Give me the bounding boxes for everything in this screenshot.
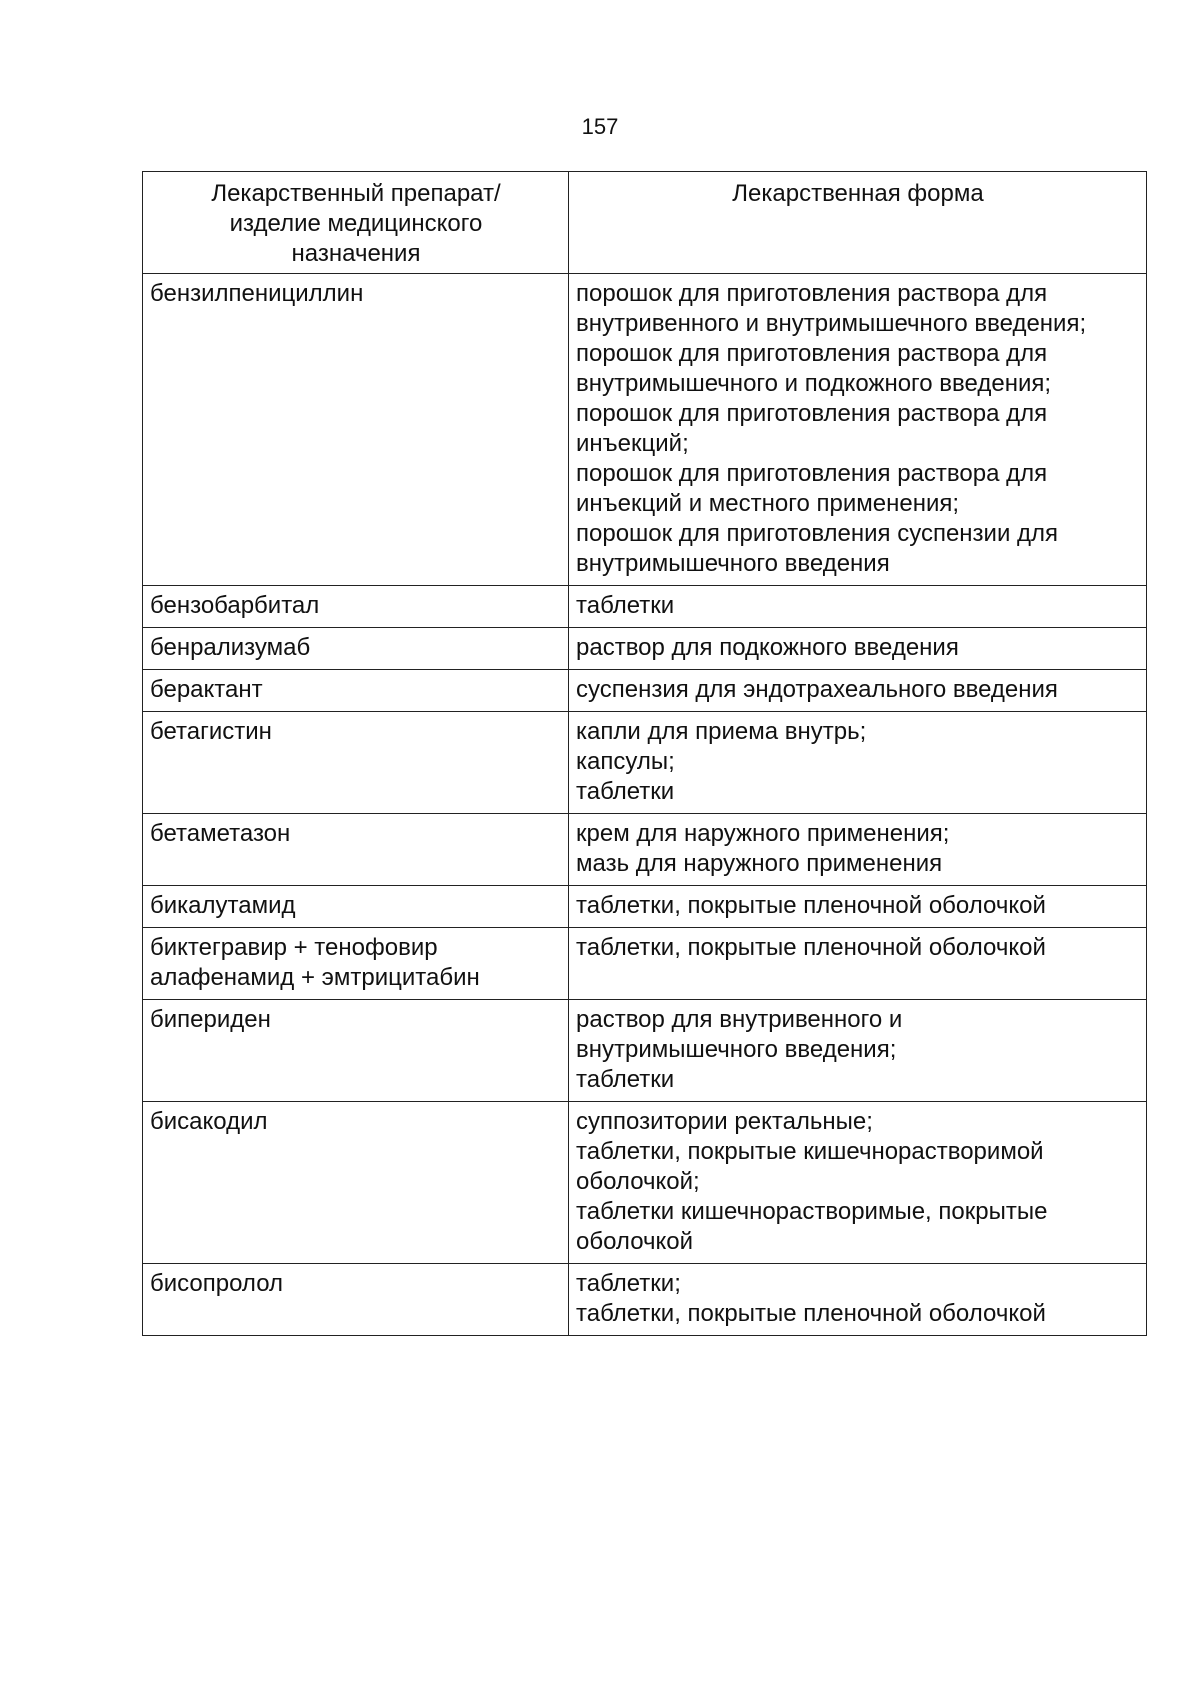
table-row xyxy=(143,814,1147,886)
drug-name: бетагистин xyxy=(150,718,272,745)
drug-form-line: порошок для приготовления раствора для xyxy=(576,460,1048,487)
header-form-line: Лекарственная форма xyxy=(732,180,984,207)
drug-name: бисопролол xyxy=(150,1270,284,1297)
drug-name-cell xyxy=(143,1264,569,1336)
header-drug-line: назначения xyxy=(291,240,421,267)
drug-name: алафенамид + эмтрицитабин xyxy=(150,964,480,991)
drug-form-line: таблетки кишечнорастворимые, покрытые xyxy=(576,1198,1048,1225)
drug-name: бензобарбитал xyxy=(150,592,320,619)
table-row xyxy=(143,274,1147,586)
drug-form-line: таблетки, покрытые пленочной оболочкой xyxy=(576,892,1046,919)
drug-name-cell xyxy=(143,712,569,814)
drug-form-line: внутримышечного и подкожного введения; xyxy=(576,370,1052,397)
table-row xyxy=(143,1102,1147,1264)
header-form xyxy=(569,172,1147,274)
page-number: 157 xyxy=(581,114,619,139)
drug-form-line: порошок для приготовления суспензии для xyxy=(576,520,1059,547)
drug-form-cell xyxy=(569,712,1147,814)
drug-name: бензилпенициллин xyxy=(150,280,364,307)
drug-form-line: порошок для приготовления раствора для xyxy=(576,280,1048,307)
drug-name-cell xyxy=(143,928,569,1000)
drug-form-line: таблетки, покрытые пленочной оболочкой xyxy=(576,934,1046,961)
header-drug xyxy=(143,172,569,274)
drug-form-line: внутримышечного введения; xyxy=(576,1036,897,1063)
table-row xyxy=(143,886,1147,928)
drug-form-cell xyxy=(569,274,1147,586)
table-row xyxy=(143,712,1147,814)
drug-form-line: крем для наружного применения; xyxy=(576,820,950,847)
table-row xyxy=(143,628,1147,670)
drug-name: берактант xyxy=(150,676,263,703)
table-header-row xyxy=(143,172,1147,274)
drug-form-cell xyxy=(569,1102,1147,1264)
drug-form-line: таблетки xyxy=(576,1066,675,1093)
drug-form-cell xyxy=(569,886,1147,928)
drug-name-cell xyxy=(143,886,569,928)
table-row xyxy=(143,1000,1147,1102)
drug-form-cell xyxy=(569,628,1147,670)
drug-name-cell xyxy=(143,1102,569,1264)
drug-form-cell xyxy=(569,670,1147,712)
drug-form-line: таблетки, покрытые пленочной оболочкой xyxy=(576,1300,1046,1327)
table-row xyxy=(143,1264,1147,1336)
drug-form-cell xyxy=(569,586,1147,628)
drug-name: бипериден xyxy=(150,1006,271,1033)
header-drug-line: изделие медицинского xyxy=(229,210,483,237)
drug-name-cell xyxy=(143,1000,569,1102)
drug-name: бетаметазон xyxy=(150,820,291,847)
drug-form-line: мазь для наружного применения xyxy=(576,850,943,877)
header-drug-line: Лекарственный препарат/ xyxy=(211,180,501,207)
drug-form-line: оболочкой; xyxy=(576,1168,700,1195)
drug-form-line: таблетки xyxy=(576,778,675,805)
drug-form-cell xyxy=(569,1264,1147,1336)
drug-form-line: порошок для приготовления раствора для xyxy=(576,340,1048,367)
drug-form-line: инъекций и местного применения; xyxy=(576,490,960,517)
drug-form-cell xyxy=(569,814,1147,886)
table-row xyxy=(143,586,1147,628)
table-row xyxy=(143,670,1147,712)
drug-form-line: оболочкой xyxy=(576,1228,694,1255)
drug-name: бикалутамид xyxy=(150,892,296,919)
drug-form-cell xyxy=(569,928,1147,1000)
drug-form-line: раствор для подкожного введения xyxy=(576,634,959,661)
drug-form-line: капли для приема внутрь; xyxy=(576,718,867,745)
table-header xyxy=(143,172,1147,274)
drug-form-line: таблетки; xyxy=(576,1270,681,1297)
drug-form-line: раствор для внутривенного и xyxy=(576,1006,903,1033)
drug-form-line: инъекций; xyxy=(576,430,689,457)
drug-form-line: капсулы; xyxy=(576,748,675,775)
drug-form-line: внутримышечного введения xyxy=(576,550,890,577)
table-body xyxy=(143,274,1147,1336)
drug-name: бисакодил xyxy=(150,1108,268,1135)
drug-name-cell xyxy=(143,586,569,628)
drug-forms-table xyxy=(142,171,1147,1336)
drug-name: биктегравир + тенофовир xyxy=(150,934,438,961)
drug-form-line: таблетки, покрытые кишечнорастворимой xyxy=(576,1138,1044,1165)
drug-name-cell xyxy=(143,628,569,670)
drug-form-line: таблетки xyxy=(576,592,675,619)
table-row xyxy=(143,928,1147,1000)
drug-form-line: суспензия для эндотрахеального введения xyxy=(576,676,1058,703)
drug-form-line: суппозитории ректальные; xyxy=(576,1108,873,1135)
drug-name-cell xyxy=(143,814,569,886)
drug-form-line: порошок для приготовления раствора для xyxy=(576,400,1048,427)
drug-name-cell xyxy=(143,274,569,586)
drug-form-line: внутривенного и внутримышечного введения; xyxy=(576,310,1087,337)
drug-name: бенрализумаб xyxy=(150,634,311,661)
drug-name-cell xyxy=(143,670,569,712)
drug-form-cell xyxy=(569,1000,1147,1102)
